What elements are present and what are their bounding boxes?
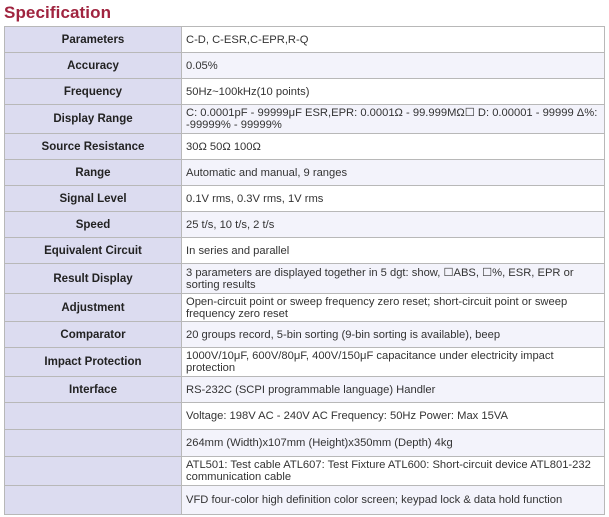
row-label: Equivalent Circuit bbox=[5, 238, 182, 264]
table-row bbox=[5, 105, 605, 134]
row-label: Source Resistance bbox=[5, 134, 182, 160]
table-row bbox=[5, 212, 605, 238]
row-value: Open-circuit point or sweep frequency zero reset; short-circuit point or sweep frequency zero reset bbox=[182, 294, 605, 322]
table-row bbox=[5, 430, 605, 457]
row-value: 50Hz~100kHz(10 points) bbox=[182, 79, 605, 105]
row-label bbox=[5, 486, 182, 515]
page-title: Specification bbox=[4, 3, 112, 22]
row-label: Comparator bbox=[5, 322, 182, 348]
row-value: 30Ω 50Ω 100Ω bbox=[182, 134, 605, 160]
row-value: C: 0.0001pF - 99999μF ESR,EPR: 0.0001Ω - 99.999MΩ☐ D: 0.00001 - 99999 Δ%: -99999% - 99999% bbox=[182, 105, 605, 134]
row-label: Result Display bbox=[5, 264, 182, 294]
row-value: VFD four-color high definition color screen; keypad lock & data hold function bbox=[182, 486, 605, 515]
row-label: Interface bbox=[5, 377, 182, 403]
row-label bbox=[5, 457, 182, 486]
row-value: 0.05% bbox=[182, 53, 605, 79]
table-row bbox=[5, 186, 605, 212]
row-value: ATL501: Test cable ATL607: Test Fixture ATL600: Short-circuit device ATL801-232 communication cable bbox=[182, 457, 605, 486]
table-row bbox=[5, 238, 605, 264]
row-value: RS-232C (SCPI programmable language) Handler bbox=[182, 377, 605, 403]
specification-table bbox=[4, 26, 605, 515]
row-label: Adjustment bbox=[5, 294, 182, 322]
row-label: Impact Protection bbox=[5, 348, 182, 377]
row-label bbox=[5, 430, 182, 457]
row-label: Accuracy bbox=[5, 53, 182, 79]
row-label: Parameters bbox=[5, 27, 182, 53]
table-row bbox=[5, 264, 605, 294]
table-row bbox=[5, 348, 605, 377]
row-label: Range bbox=[5, 160, 182, 186]
table-row bbox=[5, 294, 605, 322]
row-value: In series and parallel bbox=[182, 238, 605, 264]
table-row bbox=[5, 79, 605, 105]
row-label bbox=[5, 403, 182, 430]
row-label: Speed bbox=[5, 212, 182, 238]
row-value: Voltage: 198V AC - 240V AC Frequency: 50Hz Power: Max 15VA bbox=[182, 403, 605, 430]
table-row bbox=[5, 403, 605, 430]
row-value: Automatic and manual, 9 ranges bbox=[182, 160, 605, 186]
row-value: 1000V/10μF, 600V/80μF, 400V/150μF capacitance under electricity impact protection bbox=[182, 348, 605, 377]
row-label: Frequency bbox=[5, 79, 182, 105]
table-row bbox=[5, 322, 605, 348]
row-value: 25 t/s, 10 t/s, 2 t/s bbox=[182, 212, 605, 238]
row-value: 3 parameters are displayed together in 5 dgt: show, ☐ABS, ☐%, ESR, EPR or sorting results bbox=[182, 264, 605, 294]
row-label: Display Range bbox=[5, 105, 182, 134]
table-row bbox=[5, 134, 605, 160]
row-value: 0.1V rms, 0.3V rms, 1V rms bbox=[182, 186, 605, 212]
row-label: Signal Level bbox=[5, 186, 182, 212]
table-row bbox=[5, 377, 605, 403]
row-value: 20 groups record, 5-bin sorting (9-bin sorting is available), beep bbox=[182, 322, 605, 348]
table-row bbox=[5, 53, 605, 79]
row-value: C-D, C-ESR,C-EPR,R-Q bbox=[182, 27, 605, 53]
table-row bbox=[5, 457, 605, 486]
table-row bbox=[5, 27, 605, 53]
table-row bbox=[5, 486, 605, 515]
row-value: 264mm (Width)x107mm (Height)x350mm (Depth) 4kg bbox=[182, 430, 605, 457]
table-row bbox=[5, 160, 605, 186]
